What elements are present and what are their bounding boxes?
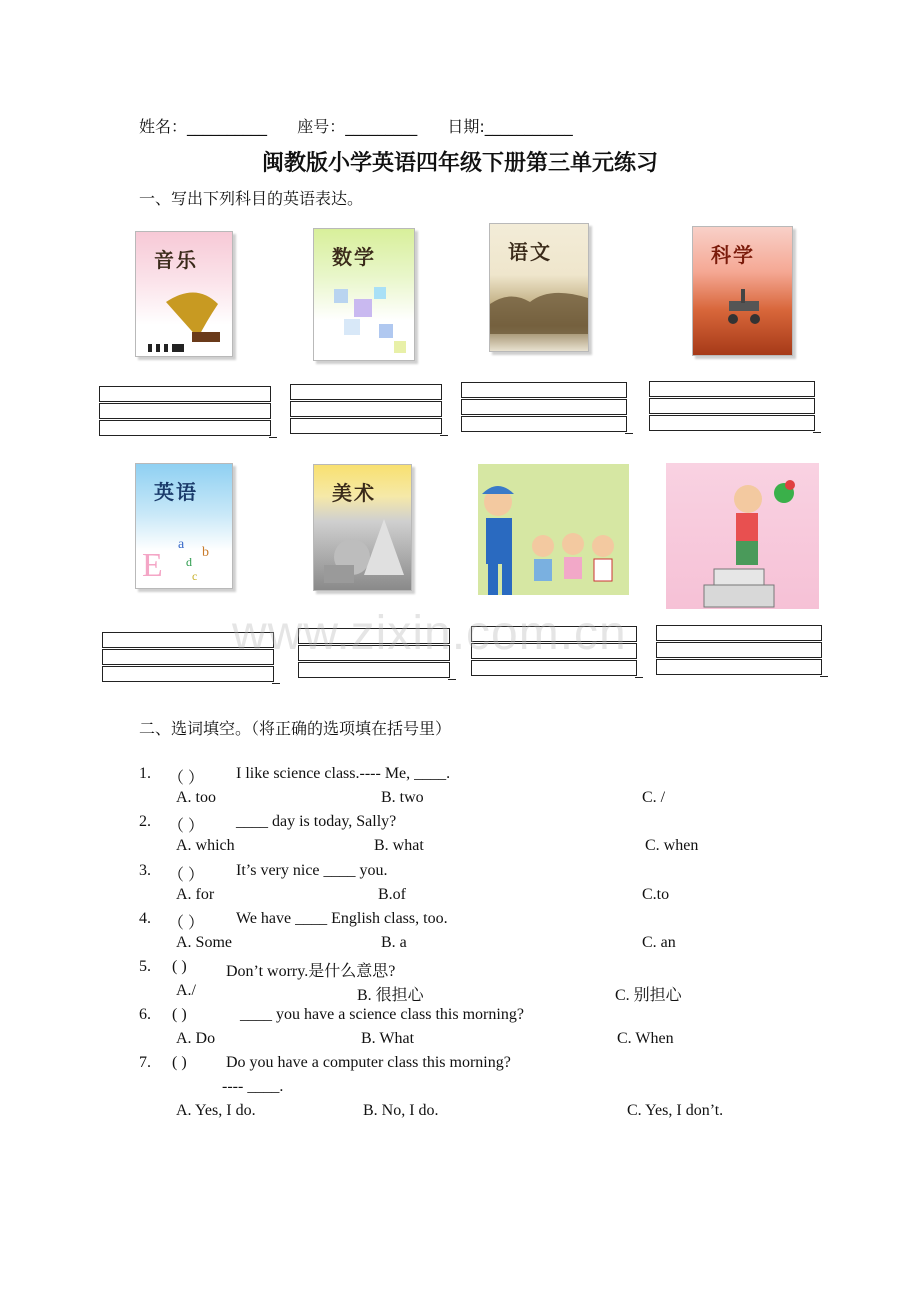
option-b: B. What <box>361 1030 415 1047</box>
pe-class-picture <box>478 464 629 595</box>
option-c: C. 别担心 <box>615 987 682 1004</box>
option-c: C. an <box>642 934 676 951</box>
question-number: 5. <box>139 958 151 975</box>
question-number: 3. <box>139 862 151 879</box>
option-b: B. two <box>381 789 424 806</box>
question-number: 4. <box>139 910 151 927</box>
option-a: A. too <box>176 789 216 806</box>
music-book-icon <box>135 231 233 357</box>
option-c: C. when <box>645 837 699 854</box>
answer-box-8[interactable] <box>656 625 822 677</box>
question-number: 6. <box>139 1006 151 1023</box>
option-a: A./ <box>176 982 196 999</box>
svg-text:c: c <box>192 569 198 583</box>
book-title-music: 音乐 <box>154 248 198 272</box>
question-stem: Do you have a computer class this morning? <box>226 1054 511 1071</box>
winner-podium-picture <box>666 463 819 609</box>
answer-box-3[interactable] <box>461 382 627 434</box>
option-b: B. what <box>374 837 424 854</box>
answer-paren[interactable]: （ ） <box>168 867 205 884</box>
svg-text:b: b <box>202 545 209 560</box>
question-stem: ____ you have a science class this morning? <box>240 1006 524 1023</box>
option-c: C. When <box>617 1030 674 1047</box>
section2-heading: 二、选词填空。（将正确的选项填在括号里） <box>139 719 452 738</box>
header-info-line <box>139 114 573 137</box>
svg-text:d: d <box>186 555 192 569</box>
question-stem: I like science class.---- Me, ____. <box>236 765 451 782</box>
science-book-icon <box>692 226 793 356</box>
question-stem: ____ day is today, Sally? <box>236 813 397 830</box>
seat-field[interactable]: 座号：_________ <box>297 117 418 136</box>
option-b: B. a <box>381 934 407 951</box>
question-number: 2. <box>139 813 151 830</box>
answer-box-2[interactable] <box>290 384 442 436</box>
option-b: B. 很担心 <box>357 987 424 1004</box>
art-book-icon <box>313 464 412 591</box>
book-title-science: 科学 <box>711 243 755 267</box>
svg-text:a: a <box>178 537 185 552</box>
name-field[interactable]: 姓名：__________ <box>139 117 268 136</box>
answer-paren[interactable]: ( ) <box>172 1006 187 1023</box>
chinese-book-icon <box>489 223 589 352</box>
answer-paren[interactable]: ( ) <box>172 1054 187 1071</box>
question-stem: We have ____ English class, too. <box>236 910 448 927</box>
answer-paren[interactable]: （ ） <box>168 915 205 932</box>
option-a: A. Do <box>176 1030 216 1047</box>
question-number: 7. <box>139 1054 151 1071</box>
option-c: C. Yes, I don’t. <box>627 1102 724 1119</box>
option-a: A. for <box>176 886 215 903</box>
answer-paren[interactable]: （ ） <box>168 770 205 787</box>
option-b: B. No, I do. <box>363 1102 439 1119</box>
book-title-english: 英语 <box>154 480 198 504</box>
answer-line: ---- ____. <box>222 1078 284 1095</box>
question-stem: Don’t worry.是什么意思? <box>226 963 396 980</box>
answer-box-1[interactable] <box>99 386 271 438</box>
answer-paren[interactable]: （ ） <box>168 818 205 835</box>
watermark: www.zixin.com.cn <box>232 607 627 660</box>
option-a: A. Some <box>176 934 232 951</box>
option-c: C. / <box>642 789 666 806</box>
math-book-icon <box>313 228 415 361</box>
date-field[interactable]: 日期:___________ <box>447 117 573 136</box>
option-b: B.of <box>378 886 406 903</box>
option-c: C.to <box>642 886 670 903</box>
answer-box-4[interactable] <box>649 381 815 433</box>
question-number: 1. <box>139 765 151 782</box>
page-title: 闽教版小学英语四年级下册第三单元练习 <box>261 151 658 176</box>
english-book-icon <box>135 463 233 589</box>
option-a: A. which <box>176 837 235 854</box>
svg-text:E: E <box>142 547 163 584</box>
question-stem: It’s very nice ____ you. <box>236 862 388 879</box>
answer-paren[interactable]: ( ) <box>172 958 187 975</box>
option-a: A. Yes, I do. <box>176 1102 256 1119</box>
section1-heading: 一、写出下列科目的英语表达。 <box>139 189 364 208</box>
book-title-math: 数学 <box>332 245 376 269</box>
book-title-art: 美术 <box>332 481 376 505</box>
book-title-chinese: 语文 <box>508 240 552 264</box>
